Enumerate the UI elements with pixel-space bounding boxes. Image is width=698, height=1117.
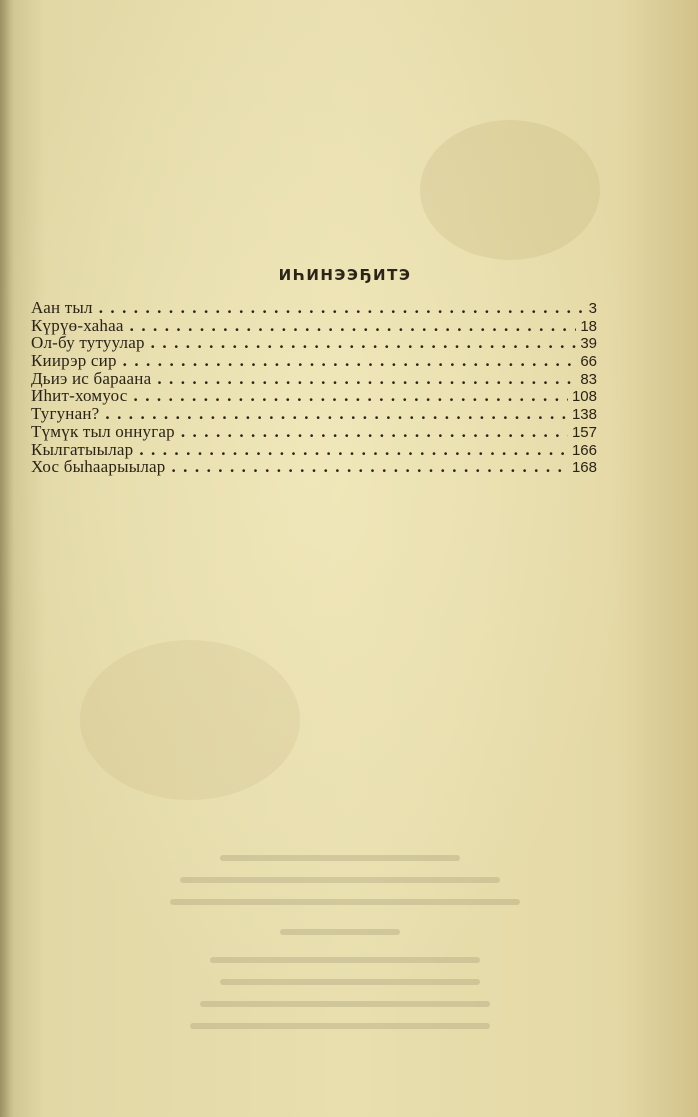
toc-entry-page: 66 [580,353,597,371]
toc-entry-page: 18 [580,317,597,335]
toc-entry-page: 83 [580,370,597,388]
dot-leader [139,441,568,459]
toc-entry [31,370,597,388]
toc-entry-page: 39 [580,335,597,353]
toc-entry-page: 3 [588,300,597,317]
dot-leader [157,370,576,388]
toc-entry [31,334,597,352]
dot-leader [105,405,568,423]
toc-entry [31,405,597,423]
toc-entry [31,423,597,441]
toc-entry [31,458,597,476]
toc-entry-page: 157 [571,423,597,441]
page-edge-shadow [0,0,14,1117]
toc-entry [31,441,597,459]
toc-entry [31,352,597,370]
toc-entry-label: Киирэр сир [31,351,117,371]
dot-leader [151,334,577,352]
toc-entry-label: Дьиэ ис бараана [31,368,152,388]
toc-entry-label: Хос быһаарыылар [31,457,166,477]
dot-leader [181,423,568,441]
toc-entry-label: Ол-бу тутуулар [31,333,145,353]
toc-entry-page: 108 [571,388,597,406]
toc-entry-page: 166 [571,441,597,459]
dot-leader [171,458,568,476]
table-of-contents [31,299,597,476]
page-title: ИҺИНЭЭҔИТЭ [278,266,412,284]
toc-entry-label: Күрүө-хаһаа [31,315,124,335]
toc-entry-page: 138 [571,406,597,424]
toc-entry-page: 168 [571,459,597,477]
paper-stain [80,640,300,800]
toc-entry-label: Тугунан? [31,404,100,424]
toc-entry-label: Иһит-хомуос [31,386,128,406]
toc-entry [31,317,597,335]
toc-entry [31,299,597,317]
paper-stain [420,120,600,260]
toc-entry-label: Түмүк тыл оннугар [31,421,175,441]
toc-entry-label: Аан тыл [31,298,93,317]
bleed-through-text [160,845,540,1045]
dot-leader [134,387,568,405]
toc-entry [31,387,597,405]
dot-leader [99,299,585,317]
dot-leader [123,352,577,370]
toc-entry-label: Кылгатыылар [31,439,134,459]
dot-leader [130,317,577,335]
